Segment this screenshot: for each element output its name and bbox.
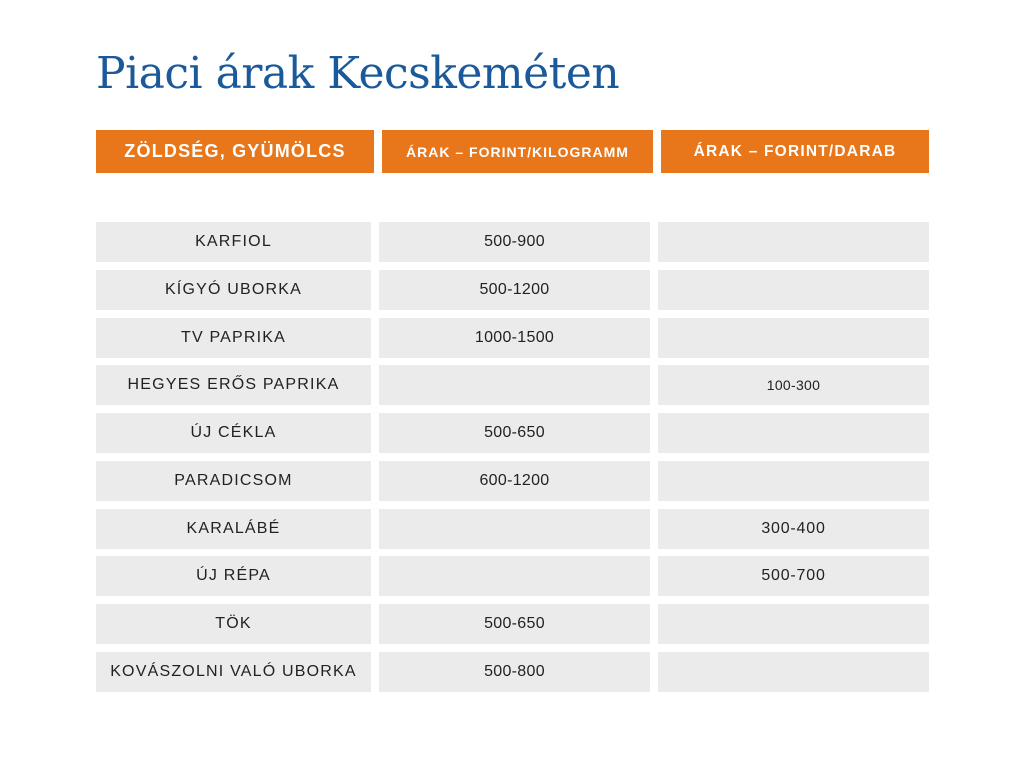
table-row xyxy=(96,222,929,262)
table-row xyxy=(96,509,929,549)
cell-item: TV PAPRIKA xyxy=(96,318,371,358)
cell-item: KARFIOL xyxy=(96,222,371,262)
column-header-price-per-piece: ÁRAK – FORINT/DARAB xyxy=(661,130,929,173)
table-row xyxy=(96,365,929,405)
cell-item: PARADICSOM xyxy=(96,461,371,501)
cell-price-per-piece xyxy=(658,461,929,501)
cell-item: HEGYES ERŐS PAPRIKA xyxy=(96,365,371,405)
cell-item: ÚJ RÉPA xyxy=(96,556,371,596)
cell-price-per-piece xyxy=(658,604,929,644)
table-row xyxy=(96,270,929,310)
cell-price-per-kg: 600-1200 xyxy=(379,461,650,501)
cell-price-per-kg: 500-800 xyxy=(379,652,650,692)
cell-price-per-kg: 500-650 xyxy=(379,604,650,644)
cell-price-per-piece xyxy=(658,270,929,310)
table-row xyxy=(96,461,929,501)
cell-price-per-kg: 500-900 xyxy=(379,222,650,262)
table-row xyxy=(96,556,929,596)
cell-item: ÚJ CÉKLA xyxy=(96,413,371,453)
cell-price-per-piece xyxy=(658,413,929,453)
cell-item: KARALÁBÉ xyxy=(96,509,371,549)
column-header-item: ZÖLDSÉG, GYÜMÖLCS xyxy=(96,130,374,173)
table-row xyxy=(96,413,929,453)
cell-price-per-kg: 1000-1500 xyxy=(379,318,650,358)
cell-price-per-piece: 300-400 xyxy=(658,509,929,549)
table-row xyxy=(96,318,929,358)
cell-price-per-kg xyxy=(379,365,650,405)
cell-item: TÖK xyxy=(96,604,371,644)
cell-price-per-kg: 500-1200 xyxy=(379,270,650,310)
cell-item: KOVÁSZOLNI VALÓ UBORKA xyxy=(96,652,371,692)
column-header-price-per-kg: ÁRAK – FORINT/KILOGRAMM xyxy=(382,130,653,173)
cell-price-per-piece: 500-700 xyxy=(658,556,929,596)
cell-price-per-kg xyxy=(379,509,650,549)
cell-price-per-piece xyxy=(658,222,929,262)
cell-price-per-kg: 500-650 xyxy=(379,413,650,453)
table-row xyxy=(96,652,929,692)
cell-price-per-kg xyxy=(379,556,650,596)
cell-price-per-piece: 100-300 xyxy=(658,365,929,405)
page-title: Piaci árak Kecskeméten xyxy=(96,48,620,99)
cell-price-per-piece xyxy=(658,652,929,692)
cell-price-per-piece xyxy=(658,318,929,358)
table-row xyxy=(96,604,929,644)
cell-item: KÍGYÓ UBORKA xyxy=(96,270,371,310)
